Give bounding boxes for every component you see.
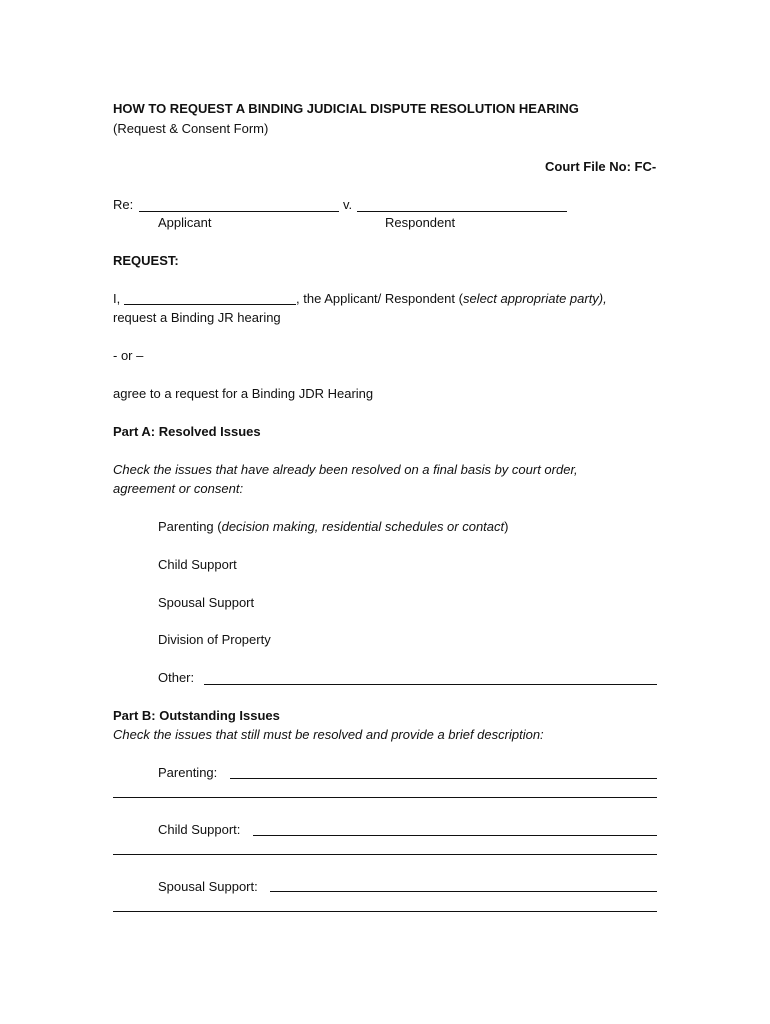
- outstanding-parenting-field-line2[interactable]: [113, 797, 657, 798]
- outstanding-child-support-field[interactable]: [253, 835, 657, 836]
- resolved-other-field[interactable]: [204, 684, 657, 685]
- party-text: , the Applicant/ Respondent (: [296, 291, 463, 306]
- agree-line: agree to a request for a Binding JDR Hearing: [113, 386, 374, 401]
- resolved-other-label: Other:: [158, 670, 195, 685]
- outstanding-parenting-label: Parenting:: [158, 765, 218, 780]
- part-a-instruction-line2: agreement or consent:: [113, 481, 244, 496]
- i-label: I,: [113, 291, 121, 306]
- outstanding-spousal-support-label: Spousal Support:: [158, 879, 258, 894]
- outstanding-spousal-support-field[interactable]: [270, 891, 657, 892]
- parenting-label: Parenting (: [158, 519, 222, 534]
- outstanding-parenting-field[interactable]: [230, 778, 657, 779]
- form-subtitle: (Request & Consent Form): [113, 121, 269, 136]
- outstanding-child-support-field-line2[interactable]: [113, 854, 657, 855]
- part-a-instruction-line1: Check the issues that have already been resolved on a final basis by court order,: [113, 462, 578, 477]
- request-heading: REQUEST:: [113, 253, 179, 268]
- part-a-heading: Part A: Resolved Issues: [113, 424, 261, 439]
- resolved-child-support-item[interactable]: Child Support: [158, 557, 237, 572]
- requesting-party-name-field[interactable]: [124, 304, 296, 305]
- resolved-parenting-item[interactable]: [158, 519, 508, 535]
- or-text: - or –: [113, 348, 144, 363]
- parenting-detail: decision making, residential schedules or contact: [221, 519, 505, 534]
- court-file-label: Court File No: FC-: [545, 159, 657, 174]
- resolved-spousal-support-item[interactable]: Spousal Support: [158, 595, 255, 610]
- party-hint: select appropriate party),: [462, 291, 607, 306]
- resolved-division-of-property-item[interactable]: Division of Property: [158, 632, 271, 647]
- form-title: HOW TO REQUEST A BINDING JUDICIAL DISPUTE RESOLUTION HEARING: [113, 101, 579, 116]
- re-label: Re:: [113, 197, 134, 212]
- request-line: request a Binding JR hearing: [113, 310, 281, 325]
- parenting-close: ): [504, 519, 509, 534]
- party-selection-text: [296, 291, 607, 307]
- respondent-label: Respondent: [385, 215, 456, 230]
- respondent-name-field[interactable]: [357, 211, 567, 212]
- applicant-name-field[interactable]: [139, 211, 339, 212]
- outstanding-child-support-label: Child Support:: [158, 822, 241, 837]
- outstanding-spousal-support-field-line2[interactable]: [113, 911, 657, 912]
- part-b-instruction: Check the issues that still must be resolved and provide a brief description:: [113, 727, 544, 742]
- part-b-heading: Part B: Outstanding Issues: [113, 708, 280, 723]
- versus-label: v.: [343, 197, 353, 212]
- applicant-label: Applicant: [158, 215, 212, 230]
